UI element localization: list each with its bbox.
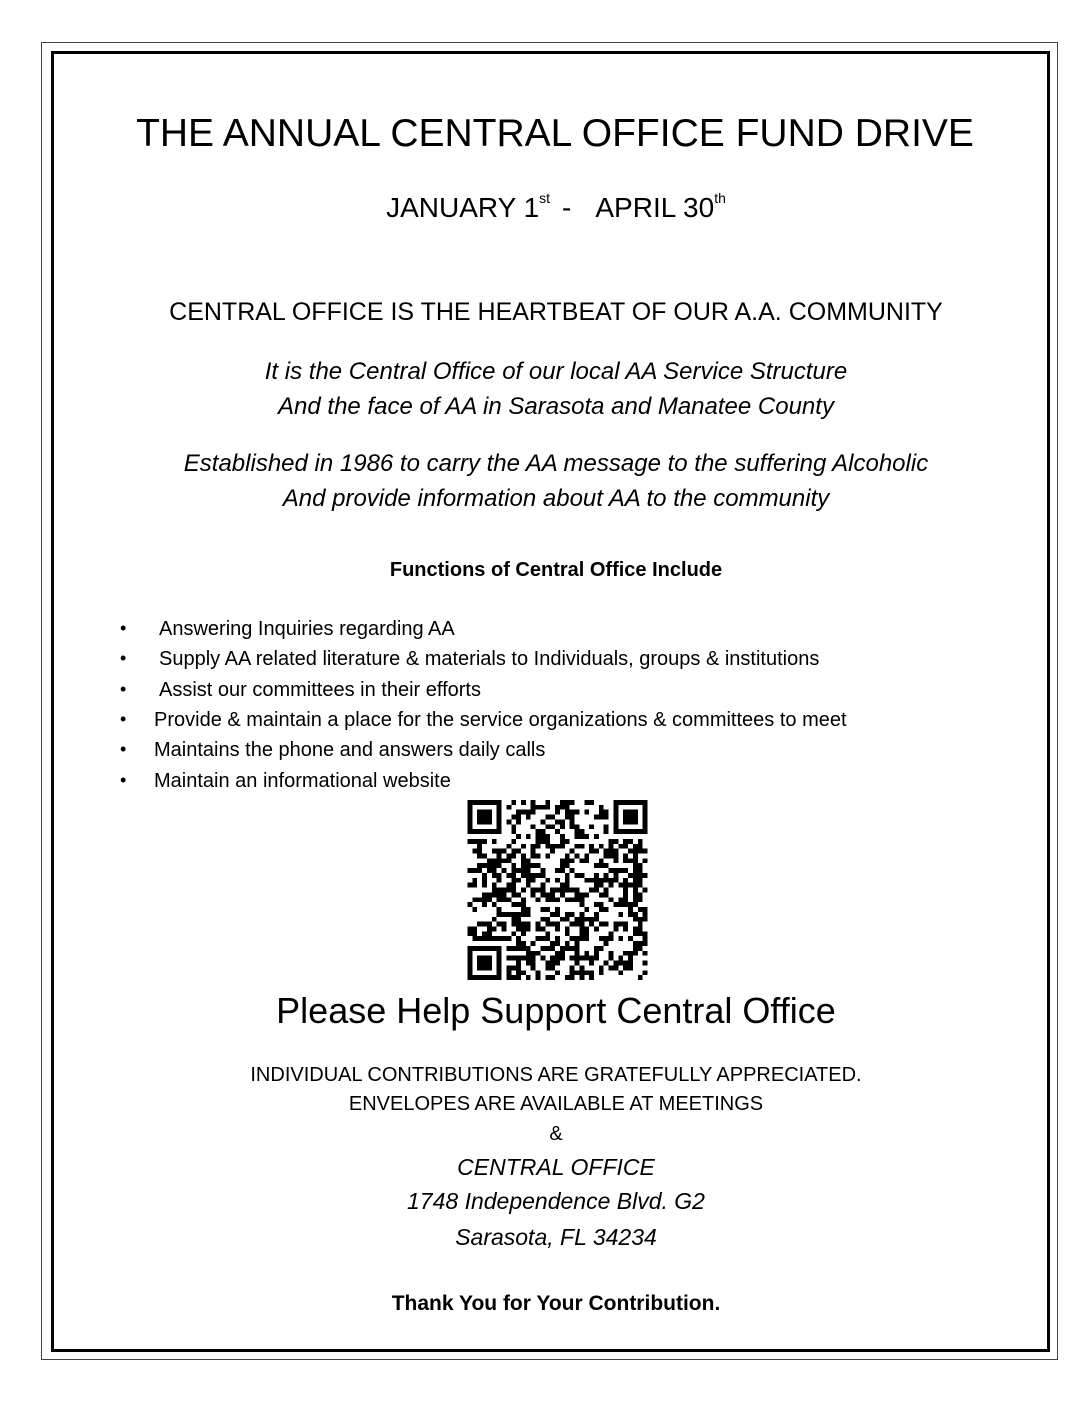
heartbeat-heading: CENTRAL OFFICE IS THE HEARTBEAT OF OUR A.A. COMMUNITY — [169, 298, 943, 326]
function-text: Maintains the phone and answers daily calls — [154, 739, 546, 761]
intro-line: And provide information about AA to the community — [282, 485, 830, 512]
start-date: JANUARY 1 — [386, 192, 540, 223]
support-heading: Please Help Support Central Office — [276, 990, 836, 1031]
contribution-line: INDIVIDUAL CONTRIBUTIONS ARE GRATEFULLY APPRECIATED. — [250, 1064, 862, 1086]
intro-line: Established in 1986 to carry the AA message to the suffering Alcoholic — [183, 450, 929, 477]
start-date-suffix: st — [539, 190, 551, 206]
bullet-icon: • — [120, 679, 127, 699]
end-date-suffix: th — [714, 190, 726, 206]
contribution-line: ENVELOPES ARE AVAILABLE AT MEETINGS — [348, 1093, 764, 1115]
function-text: Maintain an informational website — [154, 770, 451, 792]
address-street: 1748 Independence Blvd. G2 — [407, 1188, 705, 1214]
intro-line: And the face of AA in Sarasota and Manatee County — [278, 393, 834, 420]
function-text: Assist our committees in their efforts — [159, 679, 481, 701]
thank-you-note: Thank You for Your Contribution. — [391, 1292, 721, 1315]
bullet-icon: • — [120, 770, 127, 790]
intro-line: It is the Central Office of our local AA Service Structure — [264, 358, 848, 385]
functions-heading: Functions of Central Office Include — [389, 559, 723, 581]
drive-dates — [0, 190, 1088, 224]
page-title: THE ANNUAL CENTRAL OFFICE FUND DRIVE — [136, 112, 974, 155]
contribution-line: & — [549, 1123, 563, 1145]
address-name: CENTRAL OFFICE — [457, 1154, 655, 1180]
bullet-icon: • — [120, 648, 127, 668]
function-text: Answering Inquiries regarding AA — [159, 618, 455, 640]
bullet-icon: • — [120, 709, 127, 729]
address-city: Sarasota, FL 34234 — [455, 1224, 657, 1250]
bullet-icon: • — [120, 739, 127, 759]
date-separator: - — [562, 192, 572, 223]
end-date: APRIL 30 — [595, 192, 715, 223]
bullet-icon: • — [120, 618, 127, 638]
qr-code-icon[interactable] — [465, 800, 650, 980]
function-text: Provide & maintain a place for the service organizations & committees to meet — [154, 709, 847, 731]
function-text: Supply AA related literature & materials to Individuals, groups & institutions — [159, 648, 820, 670]
